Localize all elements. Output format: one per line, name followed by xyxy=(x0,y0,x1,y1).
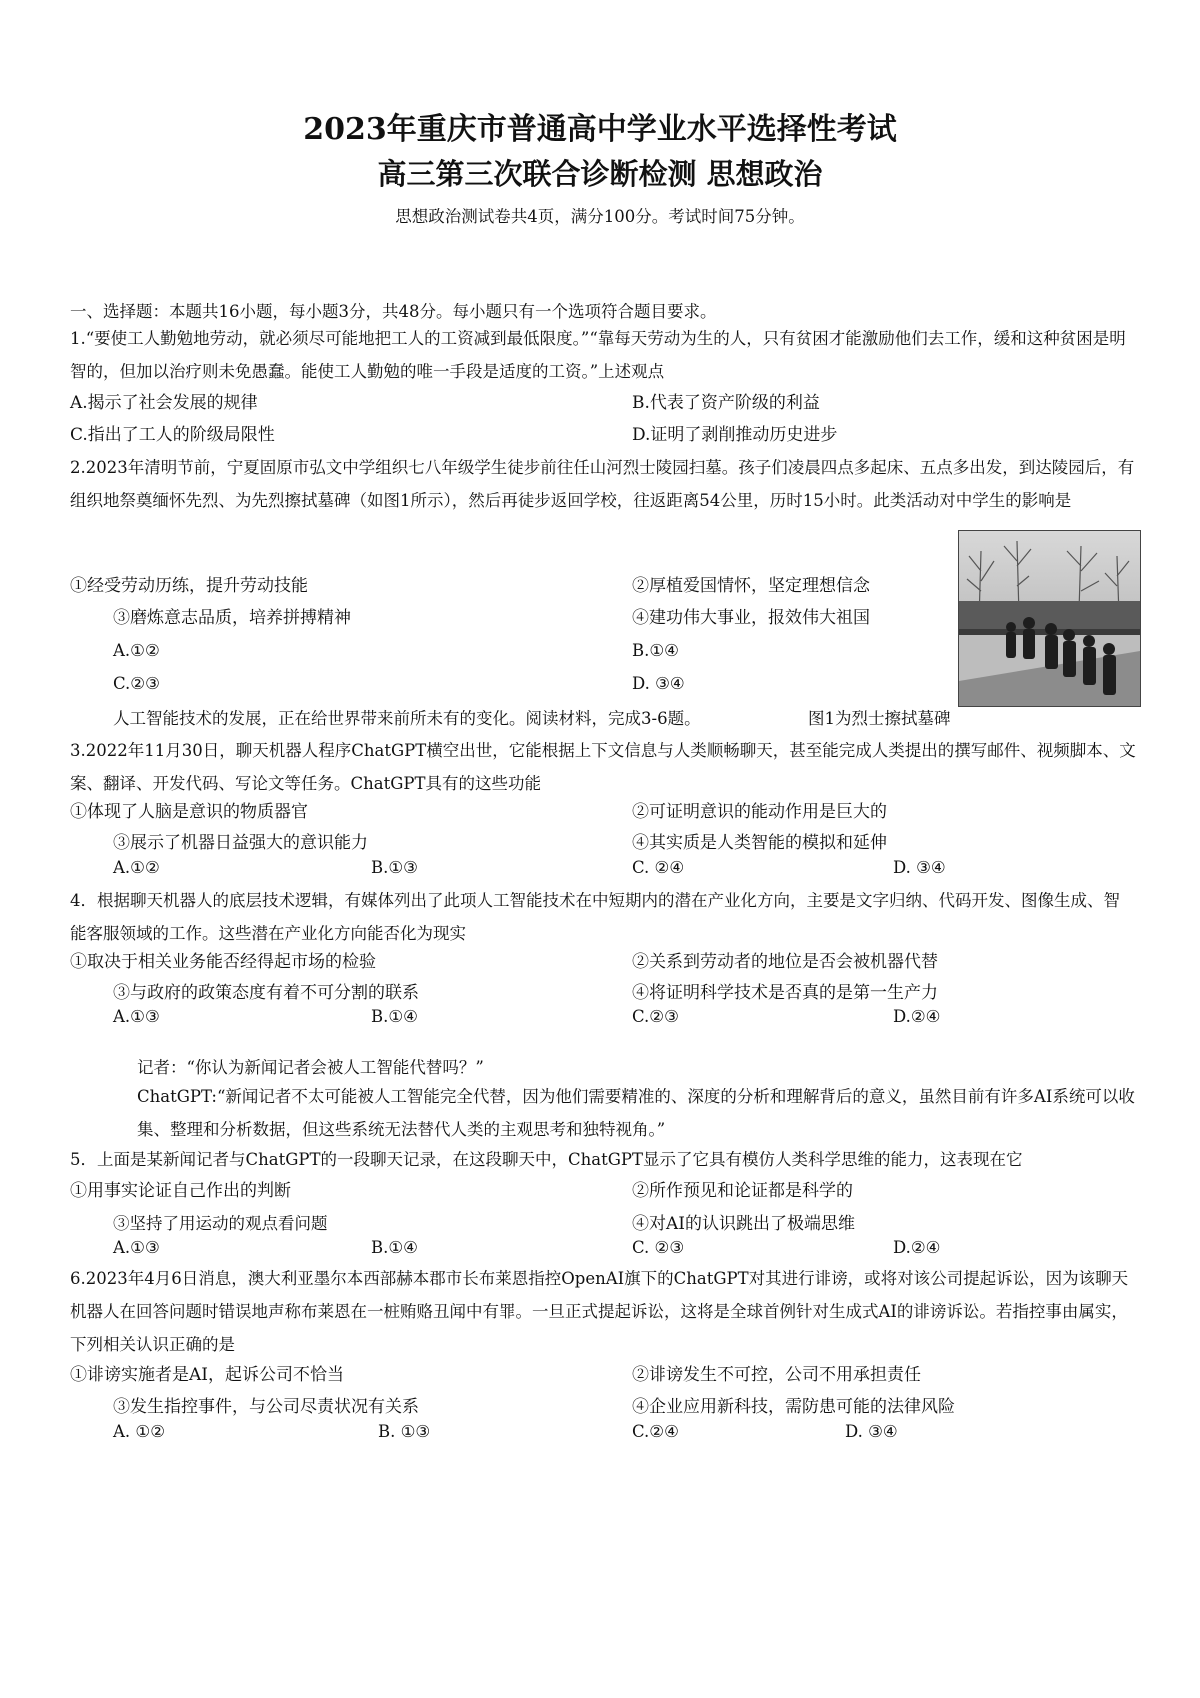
q5-option-a: A.①③ xyxy=(113,1238,160,1257)
q5-option-d: D.②④ xyxy=(893,1238,941,1257)
q5-option-b: B.①④ xyxy=(371,1238,418,1257)
q1-option-a: A.揭示了社会发展的规律 xyxy=(70,393,258,413)
dialog-reporter: 记者：“你认为新闻记者会被人工智能代替吗？” xyxy=(137,1058,484,1077)
q2-statement-1: ①经受劳动历练，提升劳动技能 xyxy=(70,576,308,596)
q6-statement-3: ③发生指控事件，与公司尽责状况有关系 xyxy=(113,1397,419,1417)
q6-option-d: D. ③④ xyxy=(845,1422,898,1441)
q1-option-b: B.代表了资产阶级的利益 xyxy=(632,393,820,413)
q5-statement-3: ③坚持了用运动的观点看问题 xyxy=(113,1214,328,1233)
q5-statement-1: ①用事实论证自己作出的判断 xyxy=(70,1181,291,1201)
q6-statement-2: ②诽谤发生不可控，公司不用承担责任 xyxy=(632,1365,921,1385)
q1-option-d: D.证明了剥削推动历史进步 xyxy=(632,425,838,445)
q6-option-c: C.②④ xyxy=(632,1422,679,1441)
exam-subject-title: 高三第三次联合诊断检测 思想政治 xyxy=(377,157,823,191)
q2-statement-2: ②厚植爱国情怀，坚定理想信念 xyxy=(632,576,870,596)
q4-option-a: A.①③ xyxy=(113,1007,160,1026)
q3-statement-2: ②可证明意识的能动作用是巨大的 xyxy=(632,802,887,822)
dialog-chatgpt: ChatGPT:“新闻记者不太可能被人工智能完全代替，因为他们需要精准的、深度的分析和理解背后的意义，虽然目前有许多AI系统可以收集、整理和分析数据，但这些系统无法替代人类的主观思考和独特视角。” xyxy=(137,1087,1135,1139)
q3-statement-4: ④其实质是人类智能的模拟和延伸 xyxy=(632,833,887,853)
q3-option-c: C. ②④ xyxy=(632,858,685,877)
q4-option-b: B.①④ xyxy=(371,1007,418,1026)
q4-statement-3: ③与政府的政策态度有着不可分割的联系 xyxy=(113,983,419,1003)
q5-statement-2: ②所作预见和论证都是科学的 xyxy=(632,1181,853,1201)
q1-option-c: C.指出了工人的阶级局限性 xyxy=(70,425,275,445)
question-2-stem: 2.2023年清明节前，宁夏固原市弘文中学组织七八年级学生徒步前往任山河烈士陵园扫墓。孩子们凌晨四点多起床、五点多出发，到达陵园后，有组织地祭奠缅怀先烈、为先烈擦拭墓碑（如图1所示），然后再徒步返回学校，往返距离54公里，历时15小时。此类活动对中学生的影响是 xyxy=(70,458,1135,510)
q2-option-a: A.①② xyxy=(113,641,160,660)
q6-statement-4: ④企业应用新科技，需防患可能的法律风险 xyxy=(632,1397,955,1417)
question-6-stem: 6.2023年4月6日消息，澳大利亚墨尔本西部赫本郡市长布莱恩指控OpenAI旗下的ChatGPT对其进行诽谤，或将对该公司提起诉讼，因为该聊天机器人在回答问题时错误地声称布莱恩在一桩贿赂丑闻中有罪。一旦正式提起诉讼，这将是全球首例针对生成式AI的诽谤诉讼。若指控事由属实，下列相关认识正确的是 xyxy=(70,1269,1129,1354)
q4-statement-1: ①取决于相关业务能否经得起市场的检验 xyxy=(70,952,376,972)
exam-title: 2023年重庆市普通高中学业水平选择性考试 xyxy=(303,112,897,147)
q2-statement-4: ④建功伟大事业，报效伟大祖国 xyxy=(632,608,870,628)
q6-option-b: B. ①③ xyxy=(378,1422,431,1441)
q3-option-b: B.①③ xyxy=(371,858,418,877)
q3-statement-3: ③展示了机器日益强大的意识能力 xyxy=(113,833,368,853)
question-3-stem: 3.2022年11月30日，聊天机器人程序ChatGPT横空出世，它能根据上下文信息与人类顺畅聊天，甚至能完成人类提出的撰写邮件、视频脚本、文案、翻译、开发代码、写论文等任务。ChatGPT具有的这些功能 xyxy=(70,741,1136,793)
figure-1-caption: 图1为烈士擦拭墓碑 xyxy=(808,709,951,728)
question-5-stem: 5．上面是某新闻记者与ChatGPT的一段聊天记录，在这段聊天中，ChatGPT显示了它具有模仿人类科学思维的能力，这表现在它 xyxy=(70,1150,1023,1169)
q3-statement-1: ①体现了人脑是意识的物质器官 xyxy=(70,802,308,822)
q5-statement-4: ④对AI的认识跳出了极端思维 xyxy=(632,1214,855,1234)
materials-intro: 人工智能技术的发展，正在给世界带来前所未有的变化。阅读材料，完成3-6题。 xyxy=(113,709,701,728)
q5-option-c: C. ②③ xyxy=(632,1238,685,1257)
q4-statement-2: ②关系到劳动者的地位是否会被机器代替 xyxy=(632,952,938,972)
q6-statement-1: ①诽谤实施者是AI，起诉公司不恰当 xyxy=(70,1365,344,1385)
q2-option-b: B.①④ xyxy=(632,641,679,660)
q2-statement-3: ③磨炼意志品质，培养拼搏精神 xyxy=(113,608,351,628)
exam-info: 思想政治测试卷共4页，满分100分。考试时间75分钟。 xyxy=(395,207,805,226)
question-1-stem: 1.“要使工人勤勉地劳动，就必须尽可能地把工人的工资减到最低限度。”“靠每天劳动为生的人，只有贫困才能激励他们去工作，缓和这种贫困是明智的，但加以治疗则未免愚蠢。能使工人勤勉的唯一手段是适度的工资。”上述观点 xyxy=(70,329,1126,381)
figure-1-photo xyxy=(958,530,1141,707)
q4-statement-4: ④将证明科学技术是否真的是第一生产力 xyxy=(632,983,938,1003)
q6-option-a: A. ①② xyxy=(113,1422,165,1441)
question-4-stem: 4．根据聊天机器人的底层技术逻辑，有媒体列出了此项人工智能技术在中短期内的潜在产业化方向，主要是文字归纳、代码开发、图像生成、智能客服领域的工作。这些潜在产业化方向能否化为现实 xyxy=(70,891,1120,943)
q2-option-d: D. ③④ xyxy=(632,674,685,693)
q2-option-c: C.②③ xyxy=(113,674,160,693)
q3-option-d: D. ③④ xyxy=(893,858,946,877)
q4-option-d: D.②④ xyxy=(893,1007,941,1026)
section-heading: 一、选择题：本题共16小题，每小题3分，共48分。每小题只有一个选项符合题目要求。 xyxy=(70,302,717,321)
q4-option-c: C.②③ xyxy=(632,1007,679,1026)
q3-option-a: A.①② xyxy=(113,858,160,877)
